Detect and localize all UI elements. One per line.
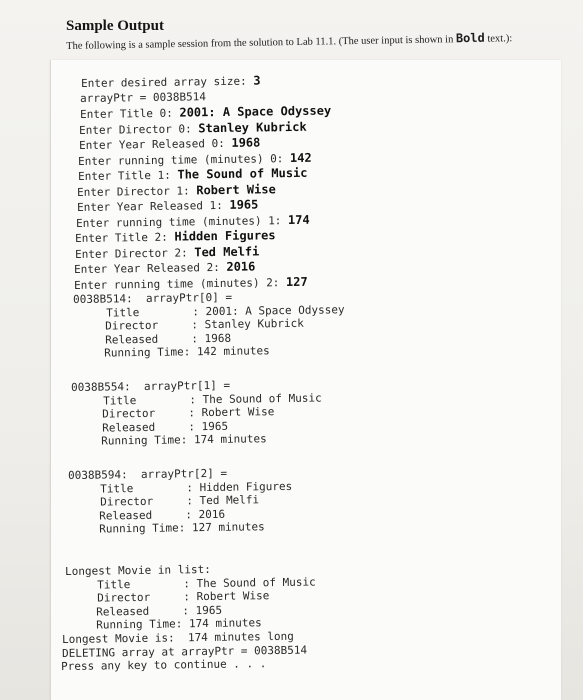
intro-before: The following is a sample session from the solution to Lab 11.1. (The user input is shown in — [66, 34, 456, 52]
console-prompt-text: Enter Title 1: — [78, 168, 178, 183]
console-user-input: Ted Melfi — [194, 243, 260, 259]
console-prompt-text: Enter Year Released 1: — [77, 198, 230, 214]
console-user-input: 174 — [287, 212, 310, 227]
console-prompt-text: Running Time: 174 minutes — [68, 432, 267, 449]
console-user-input: Stanley Kubrick — [198, 119, 307, 135]
console-prompt-text: Enter Year Released 0: — [79, 136, 232, 152]
intro-bold-word: Bold — [455, 30, 485, 46]
console-line — [81, 73, 261, 91]
console-prompt-text: 0038B514: arrayPtr[0] = — [73, 290, 233, 306]
console-line — [71, 345, 270, 362]
console-user-input: 2001: A Space Odyssey — [179, 103, 332, 120]
console-prompt-text: Director : Robert Wise — [64, 589, 270, 606]
console-output — [50, 60, 561, 700]
console-user-input: 2016 — [226, 259, 256, 274]
console-user-input: The Sound of Music — [177, 165, 308, 182]
console-line — [68, 433, 267, 450]
console-prompt-text: Released : 1968 — [72, 331, 232, 347]
console-user-input: 1965 — [229, 197, 259, 212]
console-prompt-text: Title : The Sound of Music — [64, 575, 316, 592]
console-user-input: 142 — [289, 150, 312, 165]
console-prompt-text: Enter Director 2: — [75, 245, 195, 261]
console-prompt-text: arrayPtr = 0038B514 — [80, 89, 207, 105]
console-prompt-text: Released : 1965 — [69, 419, 229, 435]
console-prompt-text: Enter Year Released 2: — [74, 260, 227, 276]
console-line — [79, 135, 260, 153]
console-prompt-text: Press any key to continue . . . — [61, 657, 267, 674]
console-prompt-text: Enter Title 0: — [80, 106, 180, 121]
console-prompt-text: Director : Robert Wise — [69, 405, 275, 422]
console-line — [77, 197, 258, 215]
console-line — [79, 119, 307, 137]
console-line — [74, 274, 308, 292]
console-prompt-text: Director : Stanley Kubrick — [72, 316, 304, 334]
console-prompt-text: Enter running time (minutes) 1: — [76, 213, 289, 230]
console-line — [61, 657, 266, 674]
console-prompt-text: 0038B594: arrayPtr[2] = — [68, 466, 228, 482]
console-prompt-text: Enter Director 1: — [77, 183, 197, 199]
console-prompt-text: Running Time: 142 minutes — [71, 344, 270, 361]
console-prompt-text: Running Time: 174 minutes — [63, 616, 262, 633]
console-user-input: 127 — [285, 274, 308, 289]
console-prompt-text: Title : Hidden Figures — [67, 479, 293, 496]
console-user-input: 1968 — [231, 135, 261, 150]
console-line — [80, 90, 206, 106]
console-line — [75, 228, 276, 246]
console-prompt-text: Enter Director 0: — [79, 121, 199, 137]
console-line — [74, 259, 255, 277]
console-prompt-text: DELETING array at arrayPtr = 0038B514 — [62, 643, 308, 660]
console-user-input: 3 — [253, 73, 261, 88]
console-prompt-text: 0038B554: arrayPtr[1] = — [71, 378, 231, 394]
console-prompt-text: Released : 1965 — [63, 603, 223, 619]
console-prompt-text: Title : 2001: A Space Odyssey — [73, 302, 345, 320]
console-prompt-text: Enter running time (minutes) 0: — [78, 151, 291, 168]
console-prompt-text: Enter running time (minutes) 2: — [74, 275, 287, 292]
intro-after: text.): — [484, 33, 513, 45]
console-prompt-text: Running Time: 127 minutes — [66, 520, 265, 537]
console-prompt-text: Longest Movie is: 174 minutes long — [62, 629, 294, 646]
console-prompt-text: Enter desired array size: — [81, 74, 254, 90]
console-prompt-text: Enter Title 2: — [75, 230, 175, 245]
console-user-input: Hidden Figures — [174, 228, 276, 244]
console-prompt-text: Title : The Sound of Music — [70, 391, 322, 408]
console-prompt-text: Released : 2016 — [66, 507, 226, 523]
console-line — [66, 521, 265, 538]
console-prompt-text: Longest Movie in list: — [65, 562, 211, 578]
console-user-input: Robert Wise — [196, 181, 276, 197]
console-prompt-text: Director : Ted Melfi — [67, 493, 260, 510]
section-heading: Sample Output — [66, 18, 164, 34]
